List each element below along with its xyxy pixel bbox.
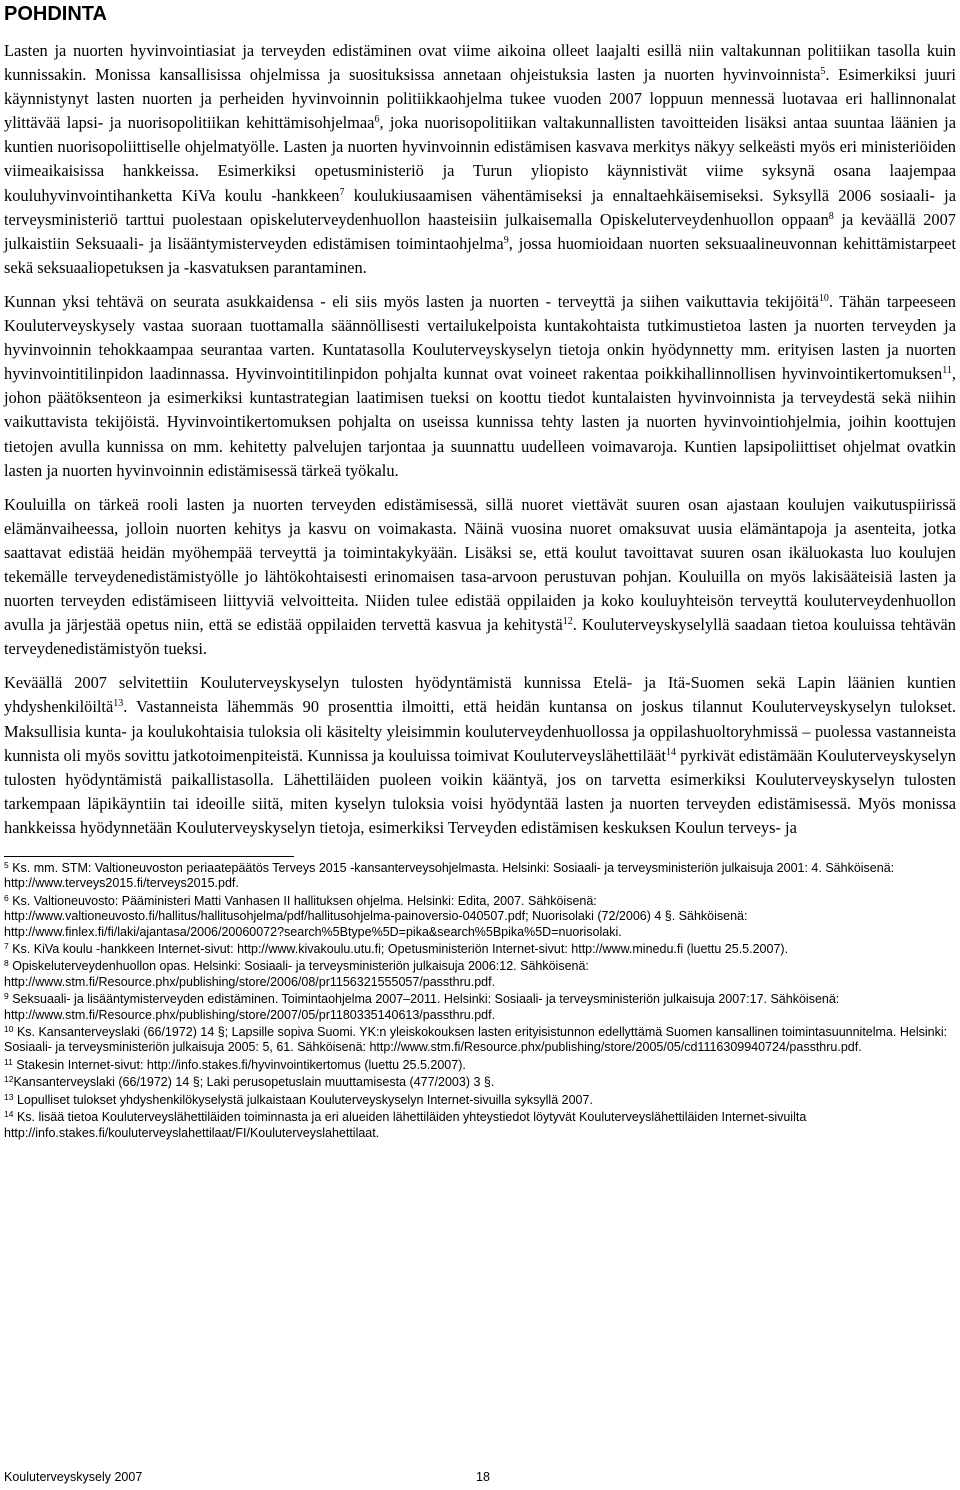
paragraph-text: Kouluilla on tärkeä rooli lasten ja nuorten terveyden edistämisessä, sillä nuoret viettävät suuren osan ajastaan koulujen vaikutuspiirissä elämänvaiheessa, jolloin nuorten kehitys ja kasvu on voimakasta. Näinä vuosina nuoret omaksuvat uusia elämäntapoja ja asenteita, jotka saattavat edistää heidän myöhempää terveyttä ja toimintakykyään. Lisäksi se, että koulut tavoittavat suuren osan ikäluokasta luo koulujen tekemälle terveydenedistämistyölle jo lähtökohtaisesti erinomaisen tasa-arvoon perustuvan pohjan. Kouluilla on myös lakisääteisiä lasten ja nuorten terveyden edistämiseen liittyviä velvoitteita. Niiden tulee edistää oppilaiden ja koko kouluyhteisön terveyttä kouluterveydenhuollon avulla ja järjestää opetus niin, että se edistää oppilaiden tervettä kasvua ja kehitystä [4, 494, 956, 635]
footnote-number: 11 [4, 1056, 13, 1067]
footnote [4, 894, 956, 940]
footnote-number: 6 [4, 892, 9, 903]
paragraph-2 [4, 290, 956, 483]
paragraph-text: . Vastanneista lähemmäs 90 prosenttia ilmoitti, että heidän kuntansa on joskus tilannut Kouluterveyskyselyn tulokset. Maksullisia kunta- ja koulukohtaisia tuloksia oli käsitelty yleisimmin kouluterveydenhuollossa ja oppilashuoltoryhmissä – puolessa vastanneista kunnista oli myös sovittu jatkotoimenpiteistä. Kunnissa ja kouluissa toimivat Kouluterveyslähettiläät [4, 697, 956, 765]
footnote-text: Lopulliset tulokset yhdyshenkilökyselystä julkaistaan Kouluterveyskyselyn Internet-sivuilla syksyllä 2007. [13, 1092, 593, 1107]
footnote-number: 13 [4, 1091, 14, 1102]
footnote [4, 942, 956, 957]
footnote-divider [4, 856, 294, 857]
paragraph-text: Lasten ja nuorten hyvinvointiasiat ja terveyden edistäminen ovat viime aikoina olleet laajalti esillä niin valtakunnan politiikan tasolla kuin kunnissakin. Monissa kansallisissa ohjelmissa ja suosituksissa annetaan ohjeistuksia lasten ja nuorten hyvinvoinnista [4, 41, 956, 85]
paragraph-text: , johon päätöksenteon ja esimerkiksi kuntastrategian laatimisen tueksi on koottu tiedot kuntalaisten hyvinvoinnista ja terveydestä sekä niihin vaikuttavista tekijöistä. Hyvinvointikertomuksen pohjalta on useissa kunnissa tehty lasten ja nuorten hyvinvointiohjelmia, joihin koottujen tietojen avulla kunnissa on mm. kehitetty palvelujen tarjontaa ja suunnattu uudelleen voimavaroja. Kuntien lapsipoliittiset ohjelmat ovatkin lasten ja nuorten hyvinvoinnin edistämisessä tärkeä työkalu. [4, 364, 956, 480]
footnote-number: 7 [4, 941, 9, 952]
footnote-ref[interactable]: 8 [828, 210, 834, 222]
footnote-ref[interactable]: 7 [339, 186, 345, 198]
footnote-text: Seksuaali- ja lisääntymisterveyden edistäminen. Toimintaohjelma 2007–2011. Helsinki: Sosiaali- ja terveysministeriön julkaisuja 2007:17. Sähköisenä: http://www.stm.fi/Resource.phx/publishing/store/2007/05/pr1180335140613/passthru.pdf. [4, 992, 840, 1022]
footnote-text: Ks. KiVa koulu -hankkeen Internet-sivut: http://www.kivakoulu.utu.fi; Opetusministeriön Internet-sivut: http://www.minedu.fi (luettu 25.5.2007). [8, 942, 789, 957]
paragraph-text: Kunnan yksi tehtävä on seurata asukkaidensa - eli siis myös lasten ja nuorten - terveyttä ja siihen vaikuttavia tekijöitä [4, 291, 819, 311]
paragraph-text: ja keväällä 2007 julkaistiin Seksuaali- ja lisääntymisterveyden edistämisen toimintaohjelma [4, 209, 956, 253]
footnote-number: 12 [4, 1074, 14, 1085]
footnote [4, 1025, 956, 1056]
document-page [4, 0, 956, 1490]
footnote [4, 959, 956, 990]
paragraph-text: pyrkivät edistämään Kouluterveyskyselyn tulosten hyödyntämistä paikallistasolla. Lähettiläiden puoleen voikin kääntyä, jos on tarvetta esimerkiksi Kouluterveyskyselyn tulosten tarkempaan läpikäyntiin tai ideoille siitä, miten kyselyn tuloksia voisi hyödyntää lasten ja nuorten terveyden edistämisessä. Myös monissa hankkeissa hyödynnetään Kouluterveyskyselyn tietoja, esimerkiksi Terveyden edistämisen keskuksen Koulun terveys- ja [4, 745, 957, 837]
footnote [4, 1093, 956, 1108]
body-text [4, 39, 956, 840]
paragraph-text: , joka nuorisopolitiikan valtakunnallisten tavoitteiden lisäksi antaa suuntaa läänien ja kuntien nuorisopoliittiselle ohjelmatyölle. Lasten ja nuorten hyvinvoinnin edistämisen kasvava merkitys näkyy selkeästi myös eri ministeriöiden viimeaikaisissa hankkeissa. Esimerkiksi opetusministeriö ja Turun yliopisto käynnistivät viime syksynä osana laajempaa kouluhyvinvointihanketta KiVa koulu -hankkeen [4, 113, 956, 205]
section-heading: POHDINTA [4, 3, 107, 25]
footnote-text: Ks. mm. STM: Valtioneuvoston periaatepäätös Terveys 2015 -kansanterveysohjelmasta. Helsinki: Sosiaali- ja terveysministeriön julkaisuja 2001: 4. Sähköisenä: http://www.terveys2015.fi/terveys2015.pdf. [4, 861, 895, 891]
footnote-text: Ks. Kansanterveyslaki (66/1972) 14 §; Lapsille sopiva Suomi. YK:n yleiskokouksen lasten erityisistunnon edellyttämä Suomen kansallinen toimintasuunnitelma. Helsinki: Sosiaali- ja terveysministeriön julkaisuja 2005: 5, 61. Sähköisenä: http://www.stm.fi/Resource.phx/publishing/store/2005/05/cd1116309940724/passthru.pdf. [4, 1025, 948, 1055]
paragraph-text: . Esimerkiksi juuri käynnistynyt lasten nuorten ja perheiden hyvinvoinnin politiikkaohjelma tukee vuoden 2007 loppuun mennessä luotavaa eri hallinnonalat ylittävää lapsi- ja nuorisopolitiikan kehittämisohjelmaa [4, 65, 956, 133]
footnote-ref[interactable]: 14 [666, 746, 677, 758]
paragraph-4 [4, 671, 956, 840]
paragraph-text: Keväällä 2007 selvitettiin Kouluterveyskyselyn tulosten hyödyntämistä kunnissa Etelä- ja Itä-Suomen sekä Lapin läänien kuntien yhdyshenkilöiltä [4, 673, 956, 717]
paragraph-text: . Kouluterveyskyselyllä saadaan tietoa kouluissa tehtävän terveydenedistämistyön tueksi. [4, 615, 956, 659]
footnote-ref[interactable]: 11 [942, 365, 952, 377]
footer-title: Kouluterveyskysely 2007 [4, 1470, 143, 1484]
page-footer [4, 1470, 956, 1485]
footnote-ref[interactable]: 13 [113, 698, 124, 710]
footnote-text: Opiskeluterveydenhuollon opas. Helsinki: Sosiaali- ja terveysministeriön julkaisuja 2006:12. Sähköisenä: http://www.stm.fi/Resource.phx/publishing/store/2006/08/pr1156321555057/passthru.pdf. [4, 959, 589, 989]
paragraph-text: . Tähän tarpeeseen Kouluterveyskysely vastaa suoraan tuottamalla säännöllisesti vertailukelpoista kuntakohtaista tutkimustietoa lasten ja nuorten terveyden ja hyvinvoinnin tehokkaampaa seurantaa varten. Kuntatasolla Kouluterveyskyselyn tietoja onkin hyödynnetty mm. erityisen lasten ja nuorten hyvinvointitilinpidon laadinnassa. Hyvinvointitilinpidon pohjalta kunnat ovat voineet rakentaa poikkihallinnollisen hyvinvointikertomuksen [4, 291, 956, 384]
footnote-ref[interactable]: 10 [818, 292, 829, 304]
footnote-ref[interactable]: 12 [562, 616, 573, 628]
paragraph-3 [4, 493, 956, 662]
footnote-ref[interactable]: 9 [503, 234, 509, 246]
footnote-text: Kansanterveyslaki (66/1972) 14 §; Laki perusopetuslain muuttamisesta (477/2003) 3 §. [13, 1075, 495, 1090]
footnotes [4, 861, 956, 1141]
footnote-ref[interactable]: 5 [820, 66, 826, 78]
footnote [4, 1110, 956, 1141]
paragraph-text: , jossa huomioidaan nuorten seksuaalineuvonnan kehittämistarpeet sekä seksuaaliopetuksen ja -kasvatuksen parantaminen. [4, 233, 956, 277]
footnote [4, 1075, 956, 1090]
footnote-ref[interactable]: 6 [374, 114, 380, 126]
paragraph-text: koulukiusaamisen vähentämiseksi ja ennaltaehkäisemiseksi. Syksyllä 2006 sosiaali- ja terveysministeriö tarttui puolestaan opiskeluterveydenhuollon haasteisiin julkaisemalla Opiskeluterveydenhuollon oppaan [4, 185, 956, 229]
footnote-number: 5 [4, 860, 9, 870]
footnote-text: Stakesin Internet-sivut: http://info.stakes.fi/hyvinvointikertomus (luettu 25.5.2007). [12, 1057, 466, 1072]
page-number: 18 [476, 1470, 490, 1484]
footnote-number: 9 [4, 991, 9, 1002]
footnote-text: Ks. Valtioneuvosto: Pääministeri Matti Vanhasen II hallituksen ohjelma. Helsinki: Edita, 2007. Sähköisenä: http://www.valtioneuvosto.fi/hallitus/hallitusohjelma/pdf/hallitusohjelma-painoversio-040507.pdf; Nuorisolaki (72/2006) 4 §. Sähköisenä: http://www.finlex.fi/fi/laki/ajantasa/2006/20060072?search%5Btype%5D=pika&search%5Bpika%5D=nuorisolaki. [4, 893, 748, 939]
footnote [4, 992, 956, 1023]
footnote-number: 8 [4, 958, 9, 969]
footnote-text: Ks. lisää tietoa Kouluterveyslähettiläiden toiminnasta ja eri alueiden lähettiläiden yhteystiedot löytyvät Kouluterveyslähettiläiden Internet-sivuilta http://info.stakes.fi/kouluterveyslahettilaat/FI/Kouluterveyslahettilaat. [4, 1110, 807, 1140]
footnote [4, 861, 956, 892]
footnote-number: 10 [4, 1024, 14, 1035]
footnote-number: 14 [4, 1109, 14, 1120]
footnote [4, 1058, 956, 1073]
paragraph-1 [4, 39, 956, 280]
